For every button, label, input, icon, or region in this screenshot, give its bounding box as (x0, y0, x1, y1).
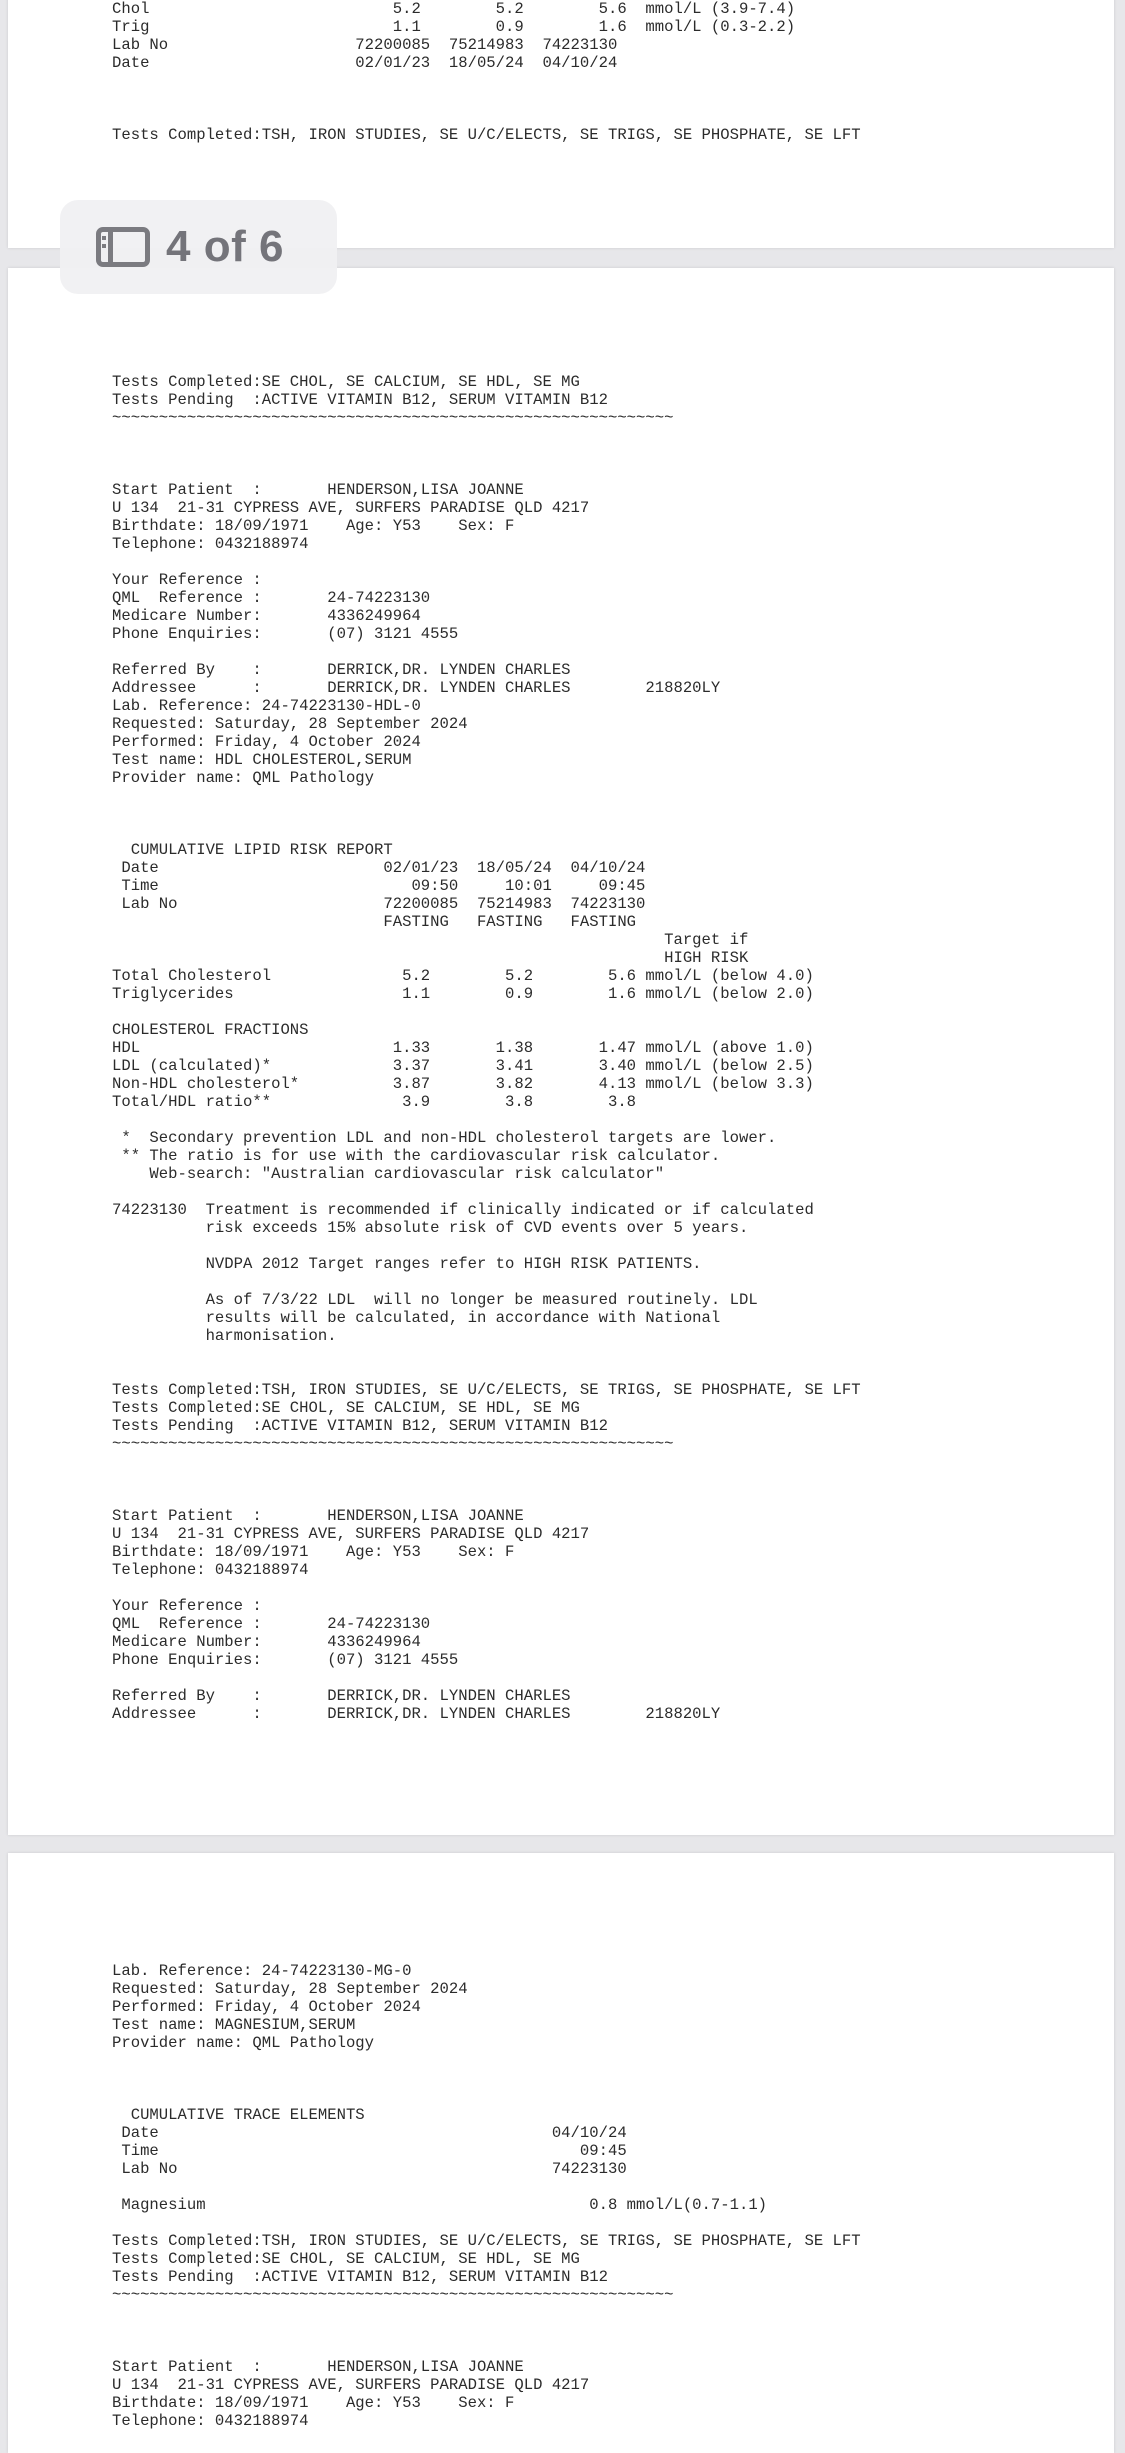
page-indicator-label: 4 of 6 (166, 222, 284, 271)
page-indicator[interactable] (60, 200, 337, 294)
document-page-4 (8, 268, 1114, 1835)
page-3-text: Chol 5.2 5.2 5.6 mmol/L (3.9-7.4) Trig 1.1 0.9 1.6 mmol/L (0.3-2.2) Lab No 72200085 75214983 74223130 Date 02/01/23 18/05/24 04/10/24 Tests Completed:TSH, IRON STUDIES, SE U/C/ELECTS, SE TRIGS, SE PHOSPHATE, SE LFT (112, 0, 861, 144)
page-5-text: Lab. Reference: 24-74223130-MG-0 Requested: Saturday, 28 September 2024 Performed: Friday, 4 October 2024 Test name: MAGNESIUM,SERUM Provider name: QML Pathology CUMULATIVE TRACE ELEMENTS Date 04/10/24 Time 09:45 Lab No 74223130 Magnesium 0.8 mmol/L(0.7-1.1) Tests Completed:TSH, IRON STUDIES, SE U/C/ELECTS, SE TRIGS, SE PHOSPHATE, SE LFT Tests Completed:SE CHOL, SE CALCIUM, SE HDL, SE MG Tests Pending :ACTIVE VITAMIN B12, SERUM VITAMIN B12 ~~~~~~~~~~~~~~~~~~~~~~~~~~~~~~~~~~~~~~~~~~~~~~~~~~~~~~~~~~~~ Start Patient : HENDERSON,LISA JOANNE U 134 21-31 CYPRESS AVE, SURFERS PARADISE QLD 4217 Birthdate: 18/09/1971 Age: Y53 Sex: F Telephone: 0432188974 (112, 1962, 861, 2430)
page-4-text: Tests Completed:SE CHOL, SE CALCIUM, SE HDL, SE MG Tests Pending :ACTIVE VITAMIN B12, SERUM VITAMIN B12 ~~~~~~~~~~~~~~~~~~~~~~~~~~~~~~~~~~~~~~~~~~~~~~~~~~~~~~~~~~~~ Start Patient : HENDERSON,LISA JOANNE U 134 21-31 CYPRESS AVE, SURFERS PARADISE QLD 4217 Birthdate: 18/09/1971 Age: Y53 Sex: F Telephone: 0432188974 Your Reference : QML Reference : 24-74223130 Medicare Number: 4336249964 Phone Enquiries: (07) 3121 4555 Referred By : DERRICK,DR. LYNDEN CHARLES Addressee : DERRICK,DR. LYNDEN CHARLES 218820LY Lab. Reference: 24-74223130-HDL-0 Requested: Saturday, 28 September 2024 Performed: Friday, 4 October 2024 Test name: HDL CHOLESTEROL,SERUM Provider name: QML Pathology CUMULATIVE LIPID RISK REPORT Date 02/01/23 18/05/24 04/10/24 Time 09:50 10:01 09:45 Lab No 72200085 75214983 74223130 FASTING FASTING FASTING Target if HIGH RISK Total Cholesterol 5.2 5.2 5.6 mmol/L (below 4.0) Triglycerides 1.1 0.9 1.6 mmol/L (below 2.0) CHOLESTEROL FRACTIONS HDL 1.33 1.38 1.47 mmol/L (above 1.0) LDL (calculated)* 3.37 3.41 3.40 mmol/L (below 2.5) Non-HDL cholesterol* 3.87 3.82 4.13 mmol/L (below 3.3) Total/HDL ratio** 3.9 3.8 3.8 * Secondary prevention LDL and non-HDL cholesterol targets are lower. ** The ratio is for use with the cardiovascular risk calculator. Web-search: "Australian cardiovascular risk calculator" 74223130 Treatment is recommended if clinically indicated or if calculated risk exceeds 15% absolute risk of CVD events over 5 years. NVDPA 2012 Target ranges refer to HIGH RISK PATIENTS. As of 7/3/22 LDL will no longer be measured routinely. LDL results will be calculated, in accordance with National harmonisation. Tests Completed:TSH, IRON STUDIES, SE U/C/ELECTS, SE TRIGS, SE PHOSPHATE, SE LFT Tests Completed:SE CHOL, SE CALCIUM, SE HDL, SE MG Tests Pending :ACTIVE VITAMIN B12, SERUM VITAMIN B12 ~~~~~~~~~~~~~~~~~~~~~~~~~~~~~~~~~~~~~~~~~~~~~~~~~~~~~~~~~~~~ Start Patient : HENDERSON,LISA JOANNE U 134 21-31 CYPRESS AVE, SURFERS PARADISE QLD 4217 Birthdate: 18/09/1971 Age: Y53 Sex: F Telephone: 0432188974 Your Reference : QML Reference : 24-74223130 Medicare Number: 4336249964 Phone Enquiries: (07) 3121 4555 Referred By : DERRICK,DR. LYNDEN CHARLES Addressee : DERRICK,DR. LYNDEN CHARLES 218820LY (112, 373, 861, 1723)
sidebar-icon[interactable] (96, 227, 150, 267)
document-page-5 (8, 1853, 1114, 2453)
